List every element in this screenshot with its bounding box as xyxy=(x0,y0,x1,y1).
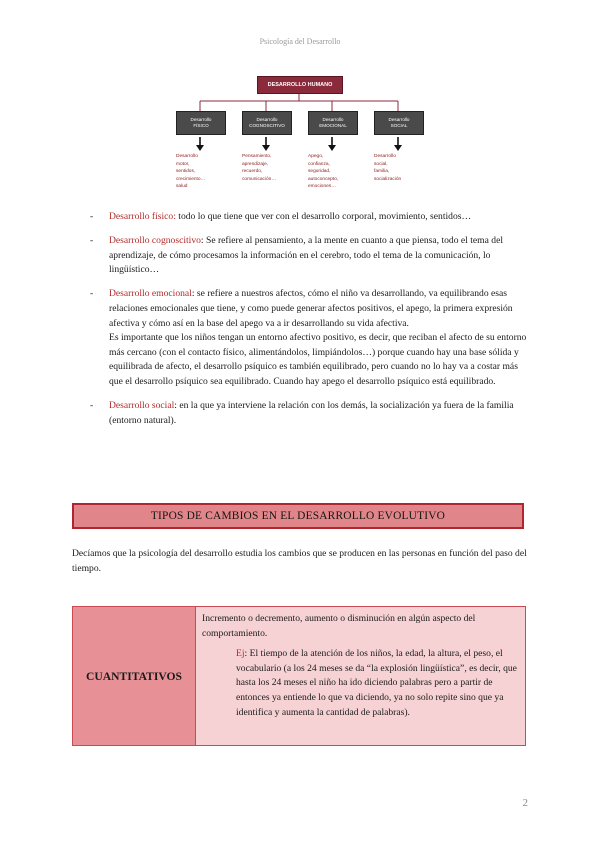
branch-emocional xyxy=(308,111,358,135)
arrow-down-icon xyxy=(327,137,337,151)
branch-social-details: Desarrollo social, familia, socialización xyxy=(374,154,402,182)
table-label-cell xyxy=(73,607,196,745)
list-item xyxy=(90,287,530,389)
bullet-extra-paragraph: Es importante que los niños tengan un entorno afectivo positivo, es decir, que reciban el afecto de su entorno más cercano (con el contacto físico, alimentándolos, limpiándolos…) porque cuando hay una base sólida y equilibrada de afecto, el desarrollo psíquico es también equilibrado, pero cuando no lo hay va a costar más que el desarrollo psíquico sea equilibrado. Cuando hay apego el desarrollo psíquico está equilibrado. xyxy=(109,332,527,387)
term-emocional: Desarrollo emocional xyxy=(109,288,192,300)
bullet-text: : Se refiere al pensamiento, a la mente en cuanto a que piensa, todo el tema del aprendizaje, de cómo procesamos la información en el cerebro, todo el tema de la comunicación, lo lingüístico… xyxy=(109,235,504,276)
branch-line2: EMOCIONAL xyxy=(319,123,347,128)
branch-line1: Desarrollo xyxy=(322,117,344,122)
branch-cognoscitivo xyxy=(242,111,292,135)
development-bullet-list xyxy=(90,210,530,438)
bullet-dash: - xyxy=(90,288,94,300)
bullet-dash: - xyxy=(90,400,94,412)
bullet-text: : se refiere a nuestros afectos, cómo el niño va desarrollando, va equilibrando esas relaciones emocionales que tiene, y como puede generar afectos positivos, el apego, la primera expresión afectiva y cómo así en la base del apego va a ir desarrollando su vida afectiva. xyxy=(109,288,513,329)
example-text: : El tiempo de la atención de los niños, la edad, la altura, el peso, el vocabulario (a los 24 meses se da “la explosión lingüística”, es decir, que hasta los 24 meses el niño ha ido diciendo palabras pero a partir de entonces ya entiende lo que va diciendo, ya no solo repite sino que ya identifica y aumenta la cantidad de palabras). xyxy=(236,648,517,718)
branch-line2: SOCIAL xyxy=(390,123,408,128)
branch-fisico xyxy=(176,111,226,135)
page-number: 2 xyxy=(522,797,528,809)
table-label: CUANTITATIVOS xyxy=(86,669,182,683)
arrow-down-icon xyxy=(393,137,403,151)
bullet-dash: - xyxy=(90,235,94,247)
branch-emocional-details: Apego, confianza, seguridad, autoconcepto, emociones… xyxy=(308,154,339,190)
development-diagram xyxy=(170,70,430,192)
section-banner: TIPOS DE CAMBIOS EN EL DESARROLLO EVOLUTIVO xyxy=(72,503,524,529)
term-fisico: Desarrollo físico: xyxy=(109,211,176,222)
list-item xyxy=(90,234,530,278)
branch-line2: FÍSICO xyxy=(193,123,209,128)
term-cognoscitivo: Desarrollo cognoscitivo xyxy=(109,235,201,247)
arrow-down-icon xyxy=(195,137,205,151)
table-definition: Incremento o decremento, aumento o disminución en algún aspecto del comportamiento. xyxy=(202,613,476,639)
table-content-cell xyxy=(196,607,525,745)
branch-line1: Desarrollo xyxy=(256,117,278,122)
branch-cognoscitivo-details: Pensamiento, aprendizaje, recuerdo, comunicación… xyxy=(242,154,277,182)
bullet-dash: - xyxy=(90,211,94,222)
branch-line1: Desarrollo xyxy=(190,117,212,122)
list-item xyxy=(90,210,530,225)
bullet-text: todo lo que tiene que ver con el desarrollo corporal, movimiento, sentidos… xyxy=(175,211,472,222)
changes-table xyxy=(72,606,526,746)
branch-line1: Desarrollo xyxy=(388,117,410,122)
branch-fisico-details: Desarrollo motor, sentidos, crecimiento… salud xyxy=(176,154,206,190)
example-term: Ej xyxy=(236,648,245,660)
diagram-root: DESARROLLO HUMANO xyxy=(257,76,343,94)
branch-line2: COGNOSCITIVO xyxy=(249,123,285,128)
page-header: Psicología del Desarrollo xyxy=(259,37,341,46)
table-example xyxy=(236,647,519,720)
arrow-down-icon xyxy=(261,137,271,151)
term-social: Desarrollo social xyxy=(109,400,175,412)
intro-paragraph: Decíamos que la psicología del desarrollo estudia los cambios que se producen en las personas en función del paso del tiempo. xyxy=(72,548,527,574)
list-item xyxy=(90,399,530,428)
bullet-text: : en la que ya interviene la relación con los demás, la socialización ya fuera de la familia (entorno natural). xyxy=(109,400,514,426)
branch-social xyxy=(374,111,424,135)
